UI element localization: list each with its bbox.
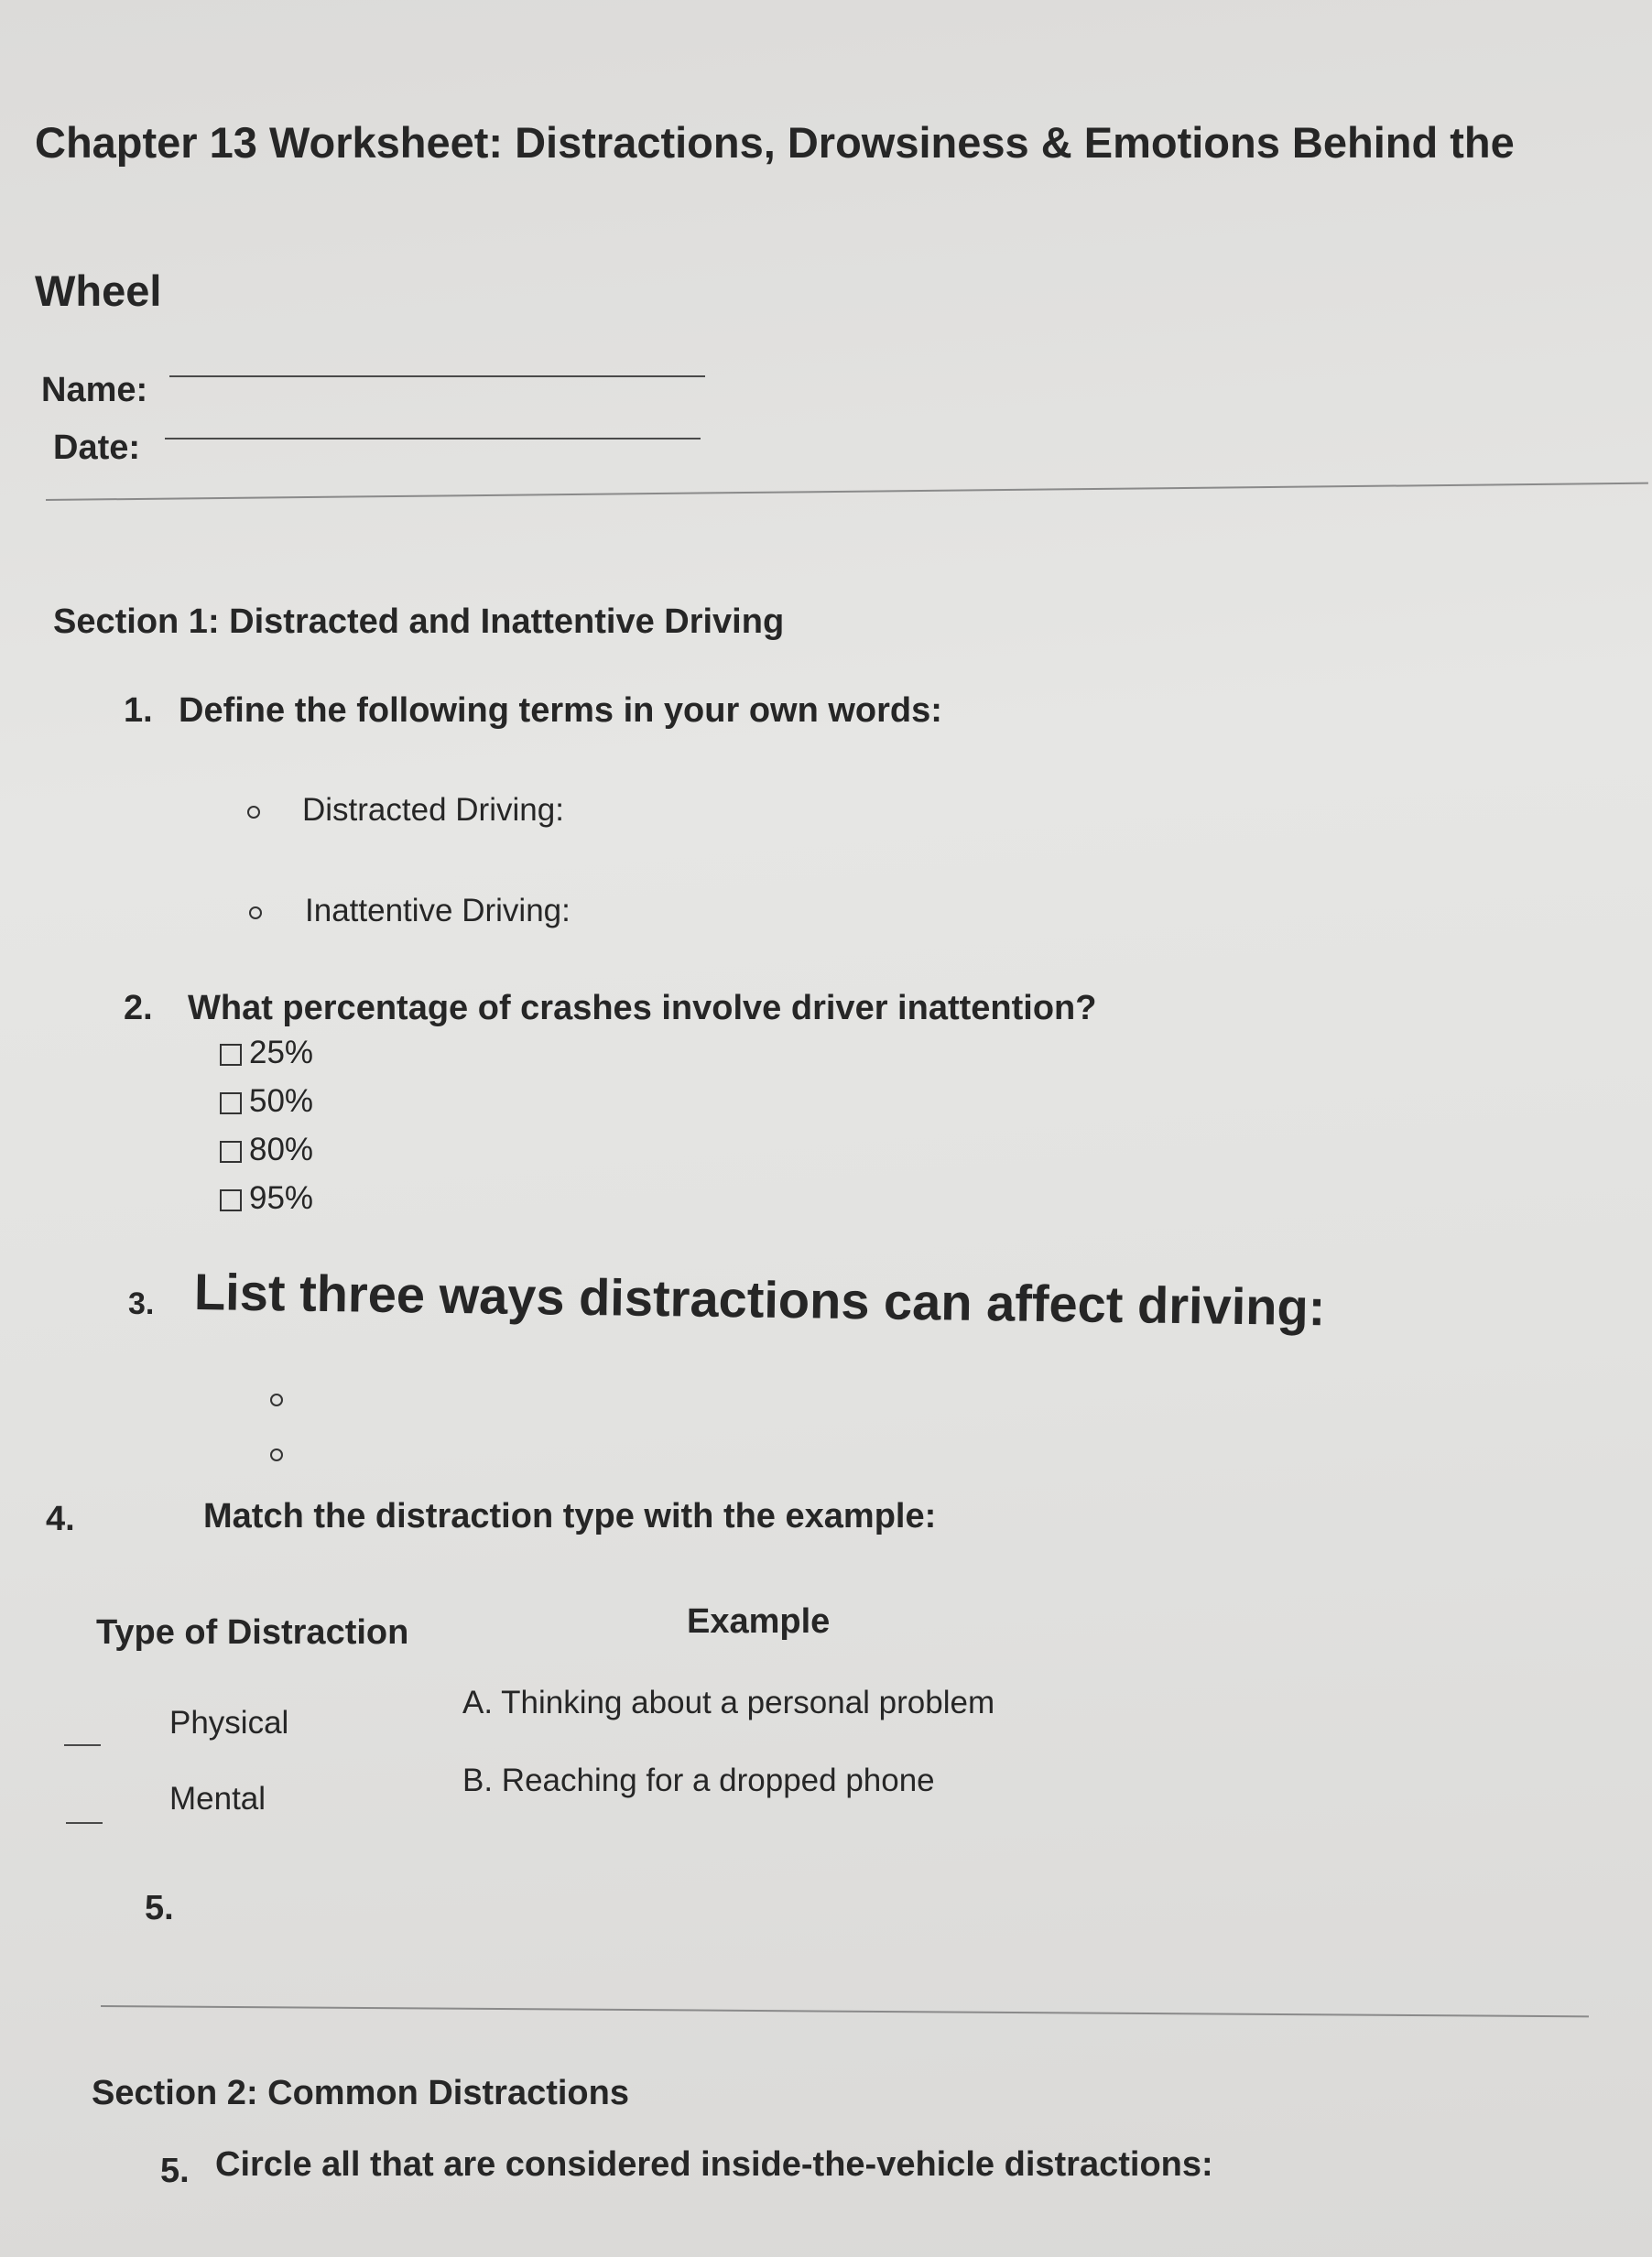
- q1-term-distracted: Distracted Driving:: [302, 792, 564, 828]
- q4-number: 4.: [46, 1500, 75, 1538]
- section2-q5-text: Circle all that are considered inside-the-vehicle distractions:: [215, 2145, 1213, 2184]
- q3-bullet-2: [270, 1449, 283, 1461]
- q4-col-example: Example: [687, 1602, 831, 1641]
- q2-text: What percentage of crashes involve driver inattention?: [188, 989, 1097, 1027]
- q4-type-physical: Physical: [169, 1705, 289, 1741]
- q4-type-mental: Mental: [169, 1781, 266, 1817]
- q1-bullet-2: [249, 906, 262, 919]
- name-label: Name:: [41, 371, 148, 409]
- q3-text: List three ways distractions can affect driving:: [193, 1263, 1326, 1337]
- worksheet-title-line1: Chapter 13 Worksheet: Distractions, Drowsiness & Emotions Behind the: [35, 118, 1515, 167]
- q2-checkbox-25[interactable]: [220, 1044, 242, 1066]
- date-line[interactable]: [165, 438, 701, 439]
- q1-term-inattentive: Inattentive Driving:: [305, 893, 571, 928]
- q1-bullet-1: [247, 806, 260, 819]
- q2-checkbox-80[interactable]: [220, 1141, 242, 1163]
- section2-q5-number: 5.: [160, 2152, 190, 2190]
- section1-heading: Section 1: Distracted and Inattentive Driving: [53, 602, 785, 641]
- q2-option-50: 50%: [249, 1083, 314, 1119]
- name-line[interactable]: [169, 375, 705, 377]
- worksheet-title-line2: Wheel: [35, 266, 162, 315]
- q1-text: Define the following terms in your own words:: [179, 691, 942, 730]
- q4-example-b: B. Reaching for a dropped phone: [462, 1763, 935, 1798]
- section-divider: [101, 2005, 1589, 2017]
- q3-bullet-1: [270, 1394, 283, 1406]
- q2-checkbox-95[interactable]: [220, 1189, 242, 1211]
- q3-number: 3.: [128, 1286, 155, 1321]
- q2-option-95: 95%: [249, 1180, 314, 1216]
- q2-checkbox-50[interactable]: [220, 1092, 242, 1114]
- q2-option-25: 25%: [249, 1035, 314, 1070]
- q4-blank-physical[interactable]: [64, 1744, 101, 1746]
- header-divider: [46, 483, 1648, 501]
- q5-number-section1: 5.: [145, 1889, 174, 1927]
- q4-text: Match the distraction type with the example:: [203, 1497, 937, 1535]
- q1-number: 1.: [124, 691, 153, 730]
- q4-blank-mental[interactable]: [66, 1822, 103, 1824]
- q2-option-80: 80%: [249, 1132, 314, 1167]
- q4-col-type: Type of Distraction: [96, 1613, 409, 1652]
- q2-number: 2.: [124, 989, 153, 1027]
- date-label: Date:: [53, 429, 141, 467]
- q4-example-a: A. Thinking about a personal problem: [462, 1685, 995, 1720]
- section2-heading: Section 2: Common Distractions: [92, 2074, 629, 2112]
